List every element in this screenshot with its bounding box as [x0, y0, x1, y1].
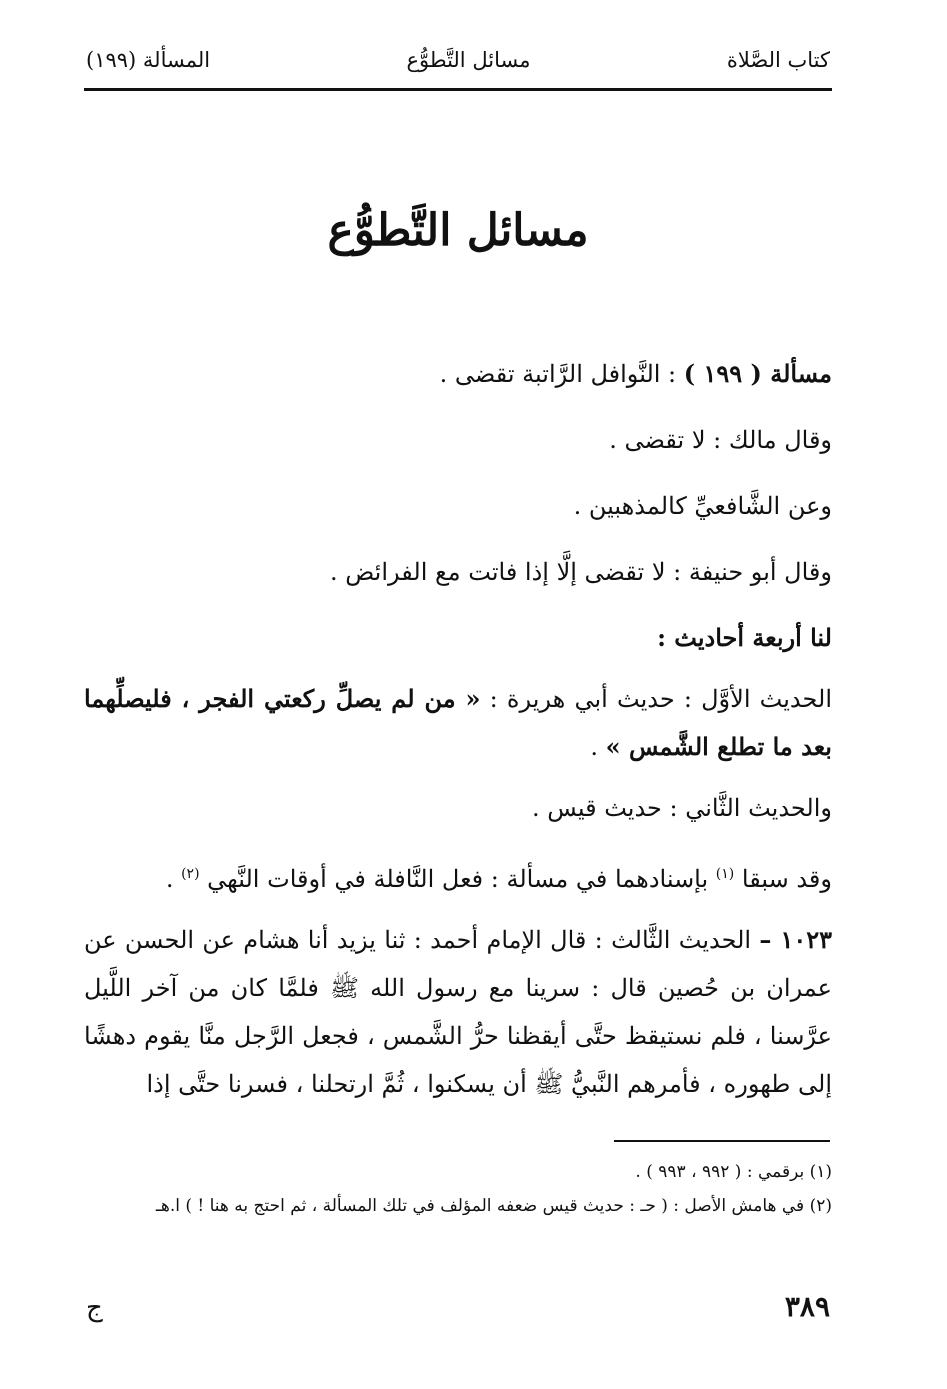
footnote-2: (٢) في هامش الأصل : ( حـ : حديث قيس ضعفه المؤلف في تلك المسألة ، ثم احتج به هنا ! ) ا.هـ [155, 1196, 832, 1216]
previous-mention-end: . [165, 865, 182, 893]
paragraph-abu-hanifa: وقال أبو حنيفة : لا تقضى إلَّا إذا فاتت مع الفرائض . [330, 558, 832, 586]
signature-mark: ج [86, 1293, 103, 1323]
paragraph-previous-mention [84, 845, 832, 908]
header-section-title: مسائل التَّطوُّع [406, 48, 531, 72]
paragraph-third-hadith [84, 916, 832, 1108]
previous-mention-middle: بإسنادهما في مسألة : فعل النَّافلة في أوقات النَّهي [199, 865, 716, 893]
footnote-ref-2: (٢) [181, 866, 200, 882]
paragraph-malik: وقال مالك : لا تقضى . [609, 426, 832, 454]
paragraph-second-hadith: والحديث الثَّاني : حديث قيس . [532, 794, 832, 822]
third-hadith-text: الحديث الثَّالث : قال الإمام أحمد : ثنا يزيد أنا هشام عن الحسن عن عمران بن حُصين قال : سرينا مع رسول الله ﷺ فلمَّا كان من آخر اللَّيل عرَّسنا ، فلم نستيقظ حتَّى أيقظنا حرُّ الشَّمس ، فجعل الرَّجل منَّا يقوم دهشًا إلى طهوره ، فأمرهم النَّبيُّ ﷺ أن يسكنوا ، ثُمَّ ارتحلنا ، فسرنا حتَّى إذا [84, 926, 832, 1098]
header-book-title: كتاب الصَّلاة [726, 48, 830, 72]
first-hadith-quote: « من لم يصلِّ ركعتي الفجر ، فليصلِّهما بعد ما تطلع الشَّمس » [84, 684, 832, 761]
previous-mention-start: وقد سبقا [734, 865, 832, 893]
paragraph-first-hadith [84, 675, 832, 771]
paragraph-shafii: وعن الشَّافعيِّ كالمذهبين . [573, 492, 832, 520]
hadith-number: ١٠٢٣ – [759, 925, 832, 954]
page-number: ٣٨٩ [784, 1290, 830, 1323]
running-header [86, 42, 830, 78]
main-text [84, 345, 832, 1116]
issue-statement: : النَّوافل الرَّاتبة تقضى . [439, 360, 684, 388]
footnote-rule [614, 1140, 830, 1142]
first-hadith-intro: الحديث الأوَّل : حديث أبي هريرة : [480, 685, 832, 713]
issue-label: مسألة ( ١٩٩ ) [683, 359, 832, 388]
paragraph-four-hadiths: لنا أربعة أحاديث : [657, 623, 832, 652]
footnote-1: (١) برقمي : ( ٩٩٢ ، ٩٩٣ ) . [635, 1162, 832, 1182]
footnote-ref-1: (١) [715, 866, 735, 882]
footnotes [84, 1155, 832, 1223]
first-hadith-end: . [590, 733, 606, 761]
paragraph-issue [84, 345, 832, 403]
chapter-title: مسائل التَّطوُّع [327, 205, 589, 256]
header-issue-number: المسألة (١٩٩) [86, 48, 211, 72]
header-rule [84, 88, 832, 91]
